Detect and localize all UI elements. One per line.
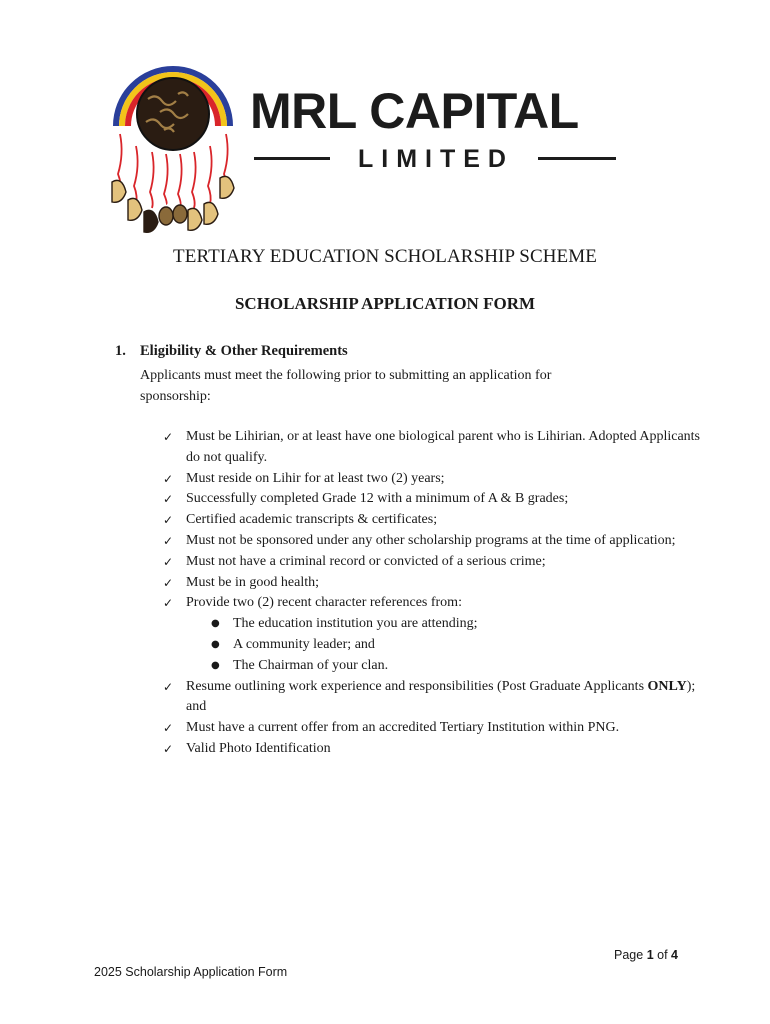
brand-sub-row [254,144,616,174]
check-mark-icon: ✓ [163,554,174,569]
scheme-title: TERTIARY EDUCATION SCHOLARSHIP SCHEME [173,246,597,267]
check-mark-icon: ✓ [163,430,174,444]
list-item: ● A community leader; and [207,635,700,656]
list-item: ● The Chairman of your clan. [207,656,700,677]
emphasis-only: ONLY [647,678,687,694]
list-item: ● The education institution you are attending; [207,614,700,635]
list-item: ✓ Must reside on Lihir for at least two (2) years; [160,469,700,490]
list-item: ✓ Must be Lihirian, or at least have one biological parent who is Lihirian. Adopted Applicants do not qualify. [163,429,700,465]
section-intro: Applicants must meet the following prior to submitting an application for sponsorship: [140,368,552,404]
brand-rule-left [254,157,330,160]
footer-doc-title: 2025 Scholarship Application Form [94,965,288,979]
form-title: SCHOLARSHIP APPLICATION FORM [234,294,536,313]
brand-subtitle: LIMITED [358,145,514,173]
check-mark-icon: ✓ [163,533,174,548]
check-mark-icon: ✓ [163,492,174,507]
list-item: ✓ Resume outlining work experience and responsibilities (Post Graduate Applicants ONLY); and [163,678,696,715]
list-item: ✓ Must have a current offer from an accredited Tertiary Institution within PNG. [160,718,700,739]
bullet-dot-icon: ● [211,638,220,650]
brand-name: MRL CAPITAL [250,83,579,139]
list-item: ✓ Provide two (2) recent character references from: ● The education institution you are attending; ● A community leader; and ● The Chairman of your clan. [160,593,700,676]
section-heading [115,343,348,360]
bullet-dot-icon: ● [211,659,220,671]
check-mark-icon: ✓ [163,471,174,486]
list-item: ✓ Must not be sponsored under any other scholarship programs at the time of application; [160,531,700,552]
mrl-logo-emblem [108,54,238,240]
page-number: Page 1 of 4 [614,948,678,962]
check-mark-icon: ✓ [163,575,174,590]
brand-wordmark [250,82,620,172]
list-item: ✓ Must be in good health; [160,573,700,594]
check-mark-icon: ✓ [163,721,174,736]
section-number: 1. [115,343,126,359]
requirements-list [160,427,700,760]
shell-tassels-icon [112,176,234,232]
check-mark-icon: ✓ [163,679,174,694]
check-mark-icon: ✓ [163,513,174,528]
list-item: ✓ Valid Photo Identification [160,739,700,760]
section-heading-text: Eligibility & Other Requirements [140,343,348,359]
list-item: ✓ Successfully completed Grade 12 with a minimum of A & B grades; [160,489,700,510]
list-item: ✓ Must not have a criminal record or convicted of a serious crime; [160,552,700,573]
references-list [186,614,700,676]
check-mark-icon: ✓ [163,596,174,611]
brand-rule-right [538,157,616,160]
check-mark-icon: ✓ [163,741,174,756]
list-item: ✓ Certified academic transcripts & certificates; [160,510,700,531]
bullet-dot-icon: ● [211,618,220,630]
